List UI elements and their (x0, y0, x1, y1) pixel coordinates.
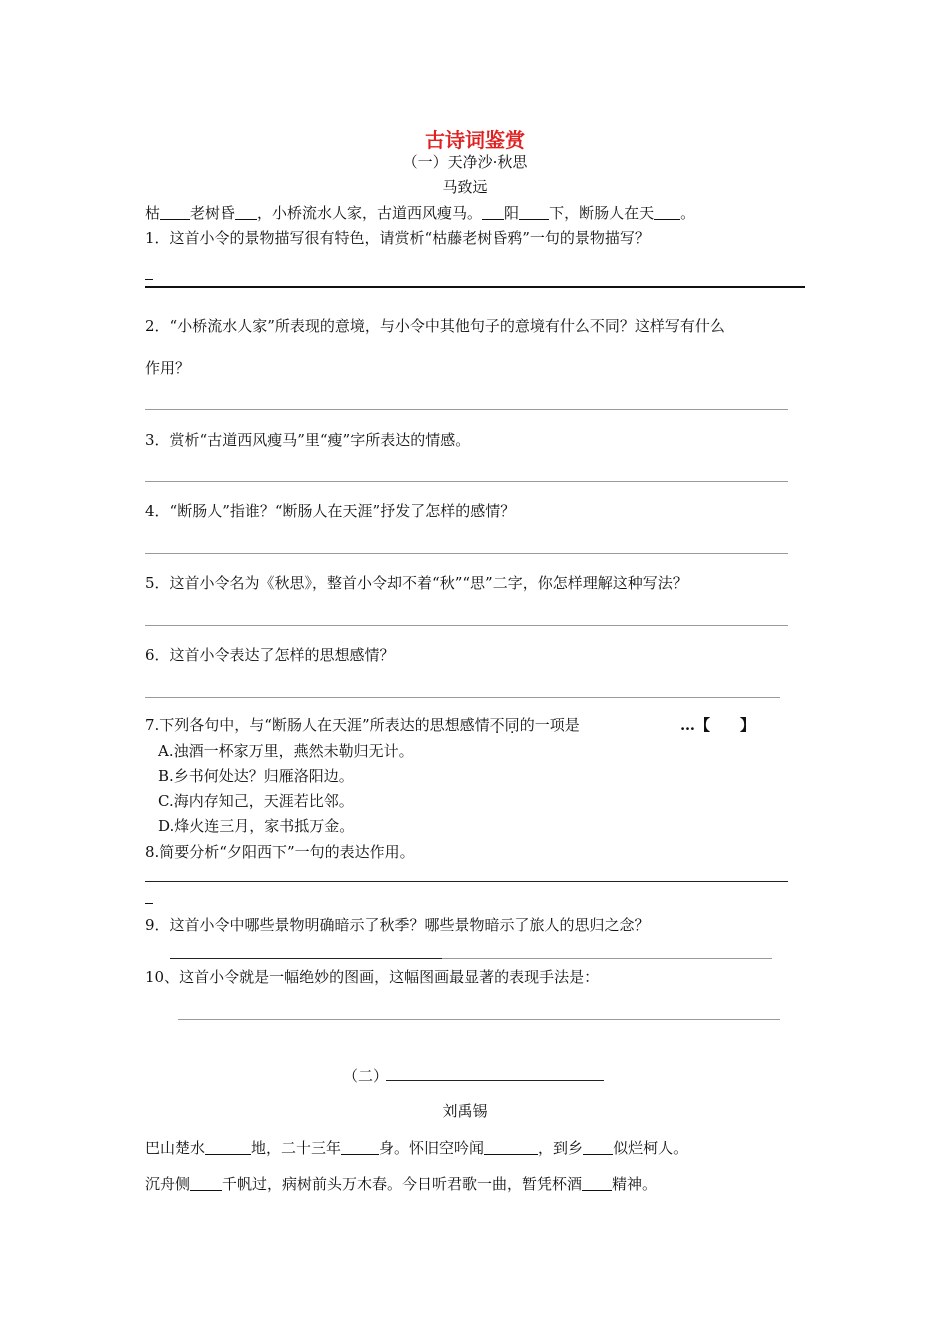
poem-text: 似烂柯人。 (613, 1139, 689, 1157)
answer-bracket[interactable]: …【 】 (680, 716, 756, 734)
poem-text: 。 (680, 204, 696, 222)
poem-text: 千帆过，病树前头万木春。今日听君歌一曲，暂凭杯酒 (222, 1175, 583, 1193)
poem-text: 精神。 (612, 1175, 658, 1193)
dash-mark (145, 279, 153, 280)
emphasis-char: 不 (489, 716, 505, 734)
answer-line-8[interactable] (145, 881, 788, 882)
fill-blank[interactable] (160, 203, 190, 220)
poem-text: 沉舟侧 (145, 1175, 191, 1193)
poem-text: ，小桥流水人家，古道西风瘦马。 (257, 204, 483, 222)
question-2-line-2: 作用？ (145, 359, 191, 377)
poem-text: ，到乡 (538, 1139, 584, 1157)
question-8: 8.简要分析“夕阳西下”一句的表达作用。 (145, 843, 415, 861)
answer-line-1[interactable] (145, 286, 805, 288)
fill-blank[interactable] (205, 1138, 251, 1155)
option-d: D.烽火连三月，家书抵万金。 (158, 817, 355, 835)
question-7-text: 的一项是 (519, 716, 580, 734)
question-5: 5．这首小令名为《秋思》，整首小令却不着“秋”“思”二字，你怎样理解这种写法？ (145, 574, 688, 592)
question-4: 4．“断肠人”指谁？“断肠人在天涯”抒发了怎样的感情？ (145, 502, 516, 520)
question-7 (145, 715, 580, 735)
emphasis-char: 同 (504, 716, 520, 734)
fill-blank[interactable] (519, 203, 549, 220)
question-9: 9．这首小令中哪些景物明确暗示了秋季？哪些景物暗示了旅人的思归之念？ (145, 916, 650, 934)
answer-line-3[interactable] (145, 481, 788, 482)
part2-heading: （二） (343, 1067, 389, 1085)
option-a: A.浊酒一杯家万里，燕然未勒归无计。 (158, 742, 414, 760)
poem-text: 下，断肠人在天 (549, 204, 655, 222)
fill-blank[interactable] (482, 203, 504, 220)
fill-blank[interactable] (190, 1174, 222, 1191)
poem-text: 身。怀旧空吟闻 (379, 1139, 485, 1157)
part1-heading: （一）天净沙·秋思 (402, 153, 528, 171)
option-b: B.乡书何处达？归雁洛阳边。 (158, 767, 354, 785)
part2-poem-line-1 (145, 1138, 688, 1158)
page-title: 古诗词鉴赏 (425, 128, 525, 152)
option-c: C.海内存知己，天涯若比邻。 (158, 792, 354, 810)
poem-fill-line (145, 203, 695, 223)
question-2-line-1: 2．“小桥流水人家”所表现的意境，与小令中其他句子的意境有什么不同？这样写有什么 (145, 317, 725, 335)
part1-author: 马致远 (442, 178, 488, 196)
part2-author: 刘禹锡 (442, 1102, 488, 1120)
poem-text: 巴山楚水 (145, 1139, 206, 1157)
answer-line-9b[interactable] (442, 958, 772, 959)
fill-blank[interactable] (582, 1174, 612, 1191)
answer-line-6[interactable] (145, 697, 780, 698)
answer-line-4[interactable] (145, 553, 788, 554)
fill-blank[interactable] (235, 203, 257, 220)
answer-line-10[interactable] (178, 1019, 780, 1020)
part2-title-blank[interactable] (386, 1080, 604, 1081)
answer-line-9a[interactable] (170, 958, 442, 959)
poem-text: 老树昏 (190, 204, 236, 222)
fill-blank[interactable] (341, 1138, 379, 1155)
poem-text: 枯 (145, 204, 161, 222)
dash-mark (145, 903, 153, 904)
question-6: 6．这首小令表达了怎样的思想感情？ (145, 646, 395, 664)
poem-text: 阳 (504, 204, 520, 222)
answer-line-5[interactable] (145, 625, 788, 626)
question-10: 10、这首小令就是一幅绝妙的图画，这幅图画最显著的表现手法是： (145, 968, 600, 986)
question-7-text: 7.下列各句中，与“断肠人在天涯”所表达的思想感情 (145, 716, 490, 734)
fill-blank[interactable] (654, 203, 680, 220)
question-3: 3．赏析“古道西风瘦马”里“瘦”字所表达的情感。 (145, 431, 471, 449)
question-1: 1．这首小令的景物描写很有特色，请赏析“枯藤老树昏鸦”一句的景物描写？ (145, 229, 650, 247)
fill-blank[interactable] (583, 1138, 613, 1155)
fill-blank[interactable] (484, 1138, 538, 1155)
part2-poem-line-2 (145, 1174, 657, 1194)
answer-line-2[interactable] (145, 409, 788, 410)
poem-text: 地，二十三年 (251, 1139, 342, 1157)
